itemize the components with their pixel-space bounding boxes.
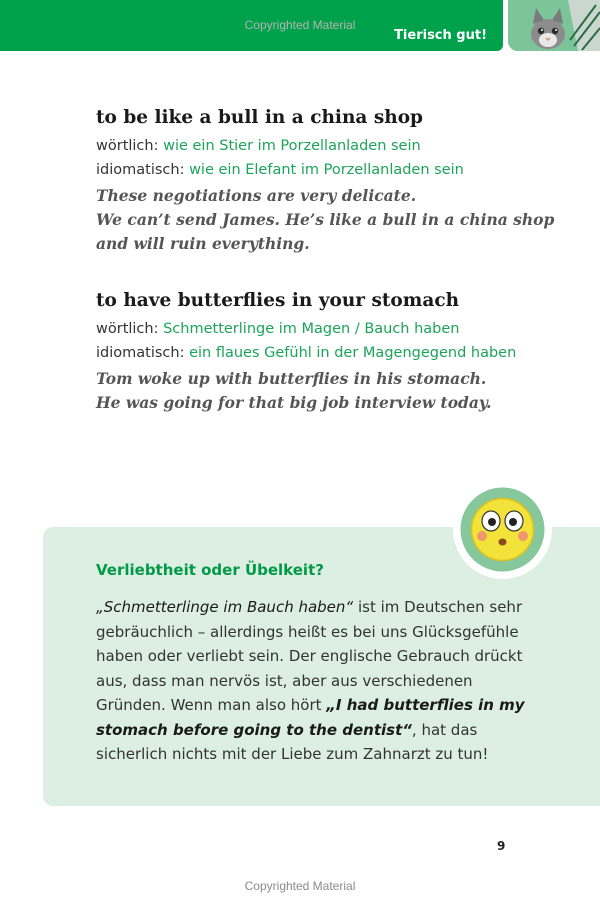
idiomatic-translation [96,158,556,182]
literal-text: wie ein Stier im Porzellanladen sein [163,138,421,154]
kitten-thumbnail [508,0,600,51]
body-text-end: , hat das sicherlich nichts mit der Liebe zum Zahnarzt zu tun! [96,720,489,763]
example-line: We can’t send James. He’s like a bull in a china shop [96,210,555,229]
quote-english: „I had butterflies in my stomach before going to the dentist“ [96,696,525,739]
idiom-title: to be like a bull in a china shop [96,107,423,128]
copyright-watermark-top: Copyrighted Material [244,18,356,32]
body-text: ist im Deutschen sehr gebräuchlich – allerdings heißt es bei uns Glücksgefühle haben oder verliebt sein. Der englische Gebrauch drückt aus, dass man nervös ist, aber aus verschiedenen Gründen. Wenn man also hört [96,598,523,714]
idiom-entry-2 [96,289,556,415]
literal-label: wörtlich: [96,138,159,154]
idiom-title: to have butterflies in your stomach [96,290,460,311]
example-line: These negotiations are very delicate. [96,186,417,205]
quote-german: „Schmetterlinge im Bauch haben“ [96,598,354,616]
example-line: He was going for that big job interview today. [96,393,492,412]
idiomatic-text: ein flaues Gefühl in der Magengegend haben [189,345,517,361]
flushed-face-icon [453,480,552,579]
example-line: Tom woke up with butterflies in his stomach. [96,369,487,388]
example-line: and will ruin everything. [96,234,310,253]
idiomatic-translation [96,341,556,365]
literal-label: wörtlich: [96,321,159,337]
literal-translation [96,134,556,158]
literal-translation [96,317,556,341]
copyright-watermark-bottom: Copyrighted Material [244,879,356,893]
info-box-text [96,595,536,767]
idiomatic-label: idiomatisch: [96,162,185,178]
idiomatic-label: idiomatisch: [96,345,185,361]
literal-text: Schmetterlinge im Magen / Bauch haben [163,321,460,337]
kitten-icon [508,0,600,51]
info-box-title: Verliebtheit oder Übelkeit? [96,561,324,579]
page-number: 9 [497,839,506,853]
chapter-title: Tierisch gut! [394,28,487,43]
example-sentence [96,184,556,256]
idiom-entry-1 [96,106,556,256]
example-sentence [96,367,556,415]
idiomatic-text: wie ein Elefant im Porzellanladen sein [189,162,464,178]
emoji-badge [453,480,552,579]
